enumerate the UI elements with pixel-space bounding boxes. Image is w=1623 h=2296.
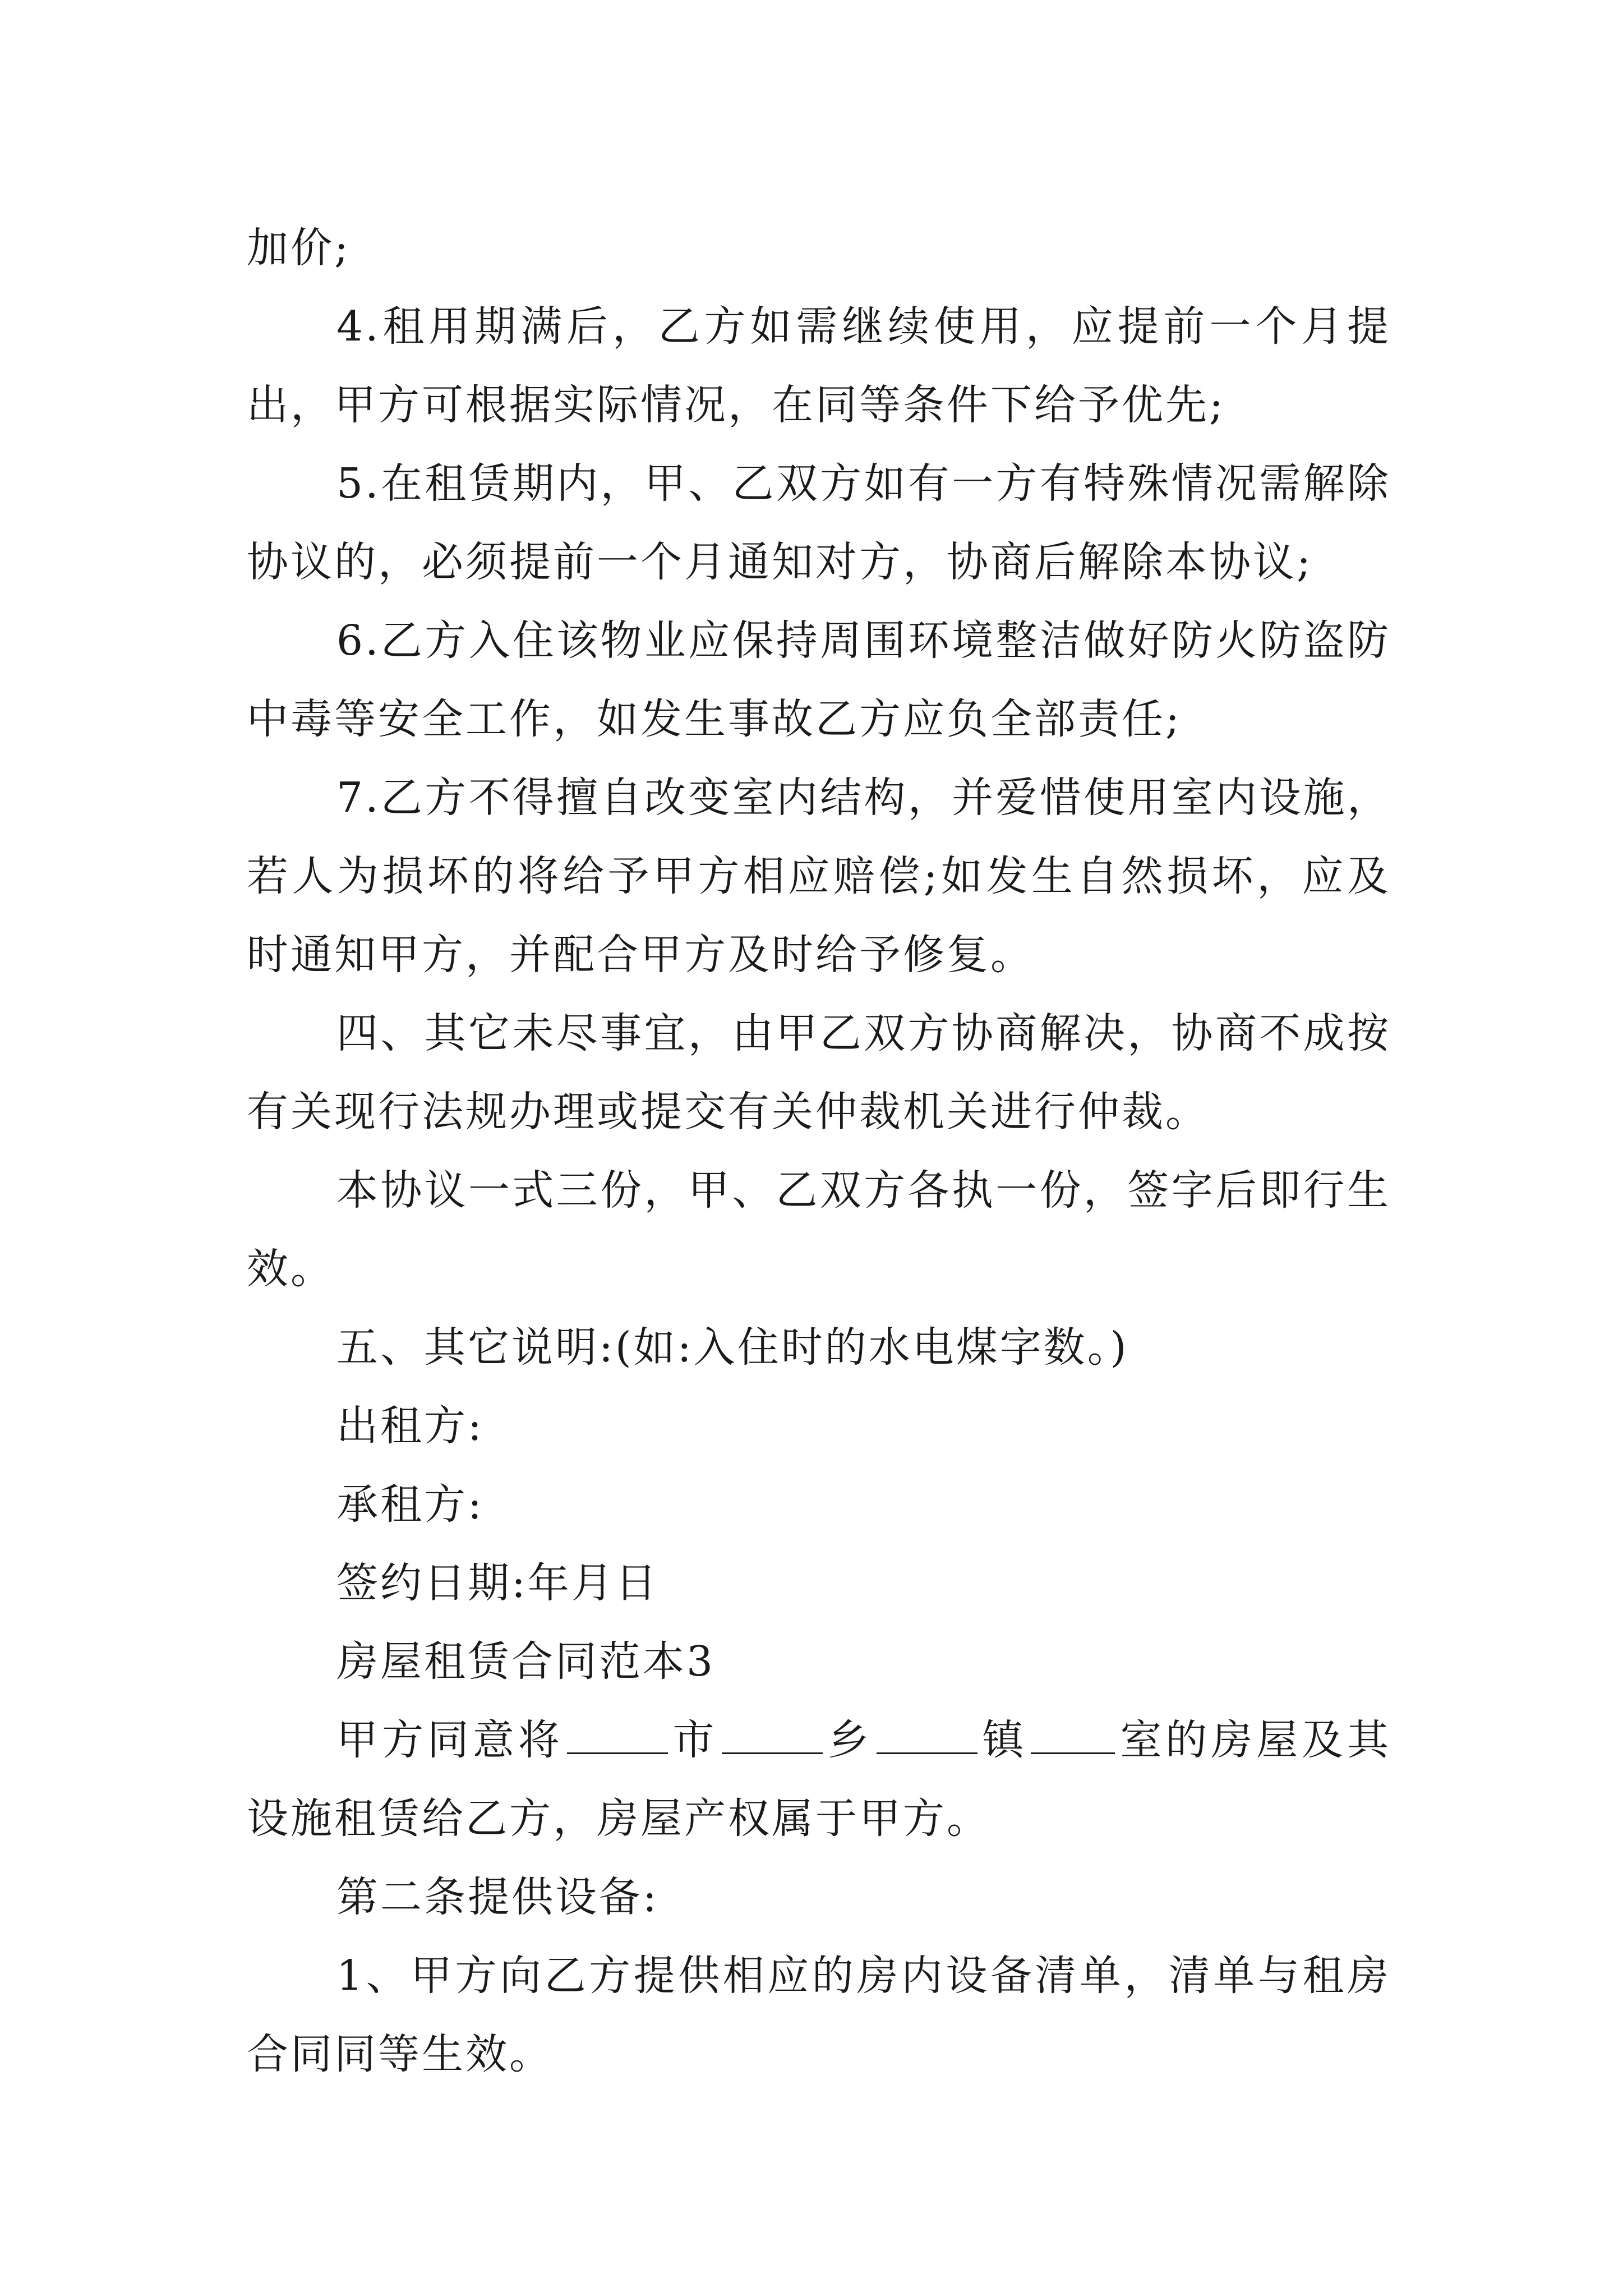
paragraph-property-location <box>247 1701 1391 1858</box>
location-text-4: 镇 <box>980 1716 1028 1764</box>
paragraph-copies: 本协议一式三份，甲、乙双方各执一份，签字后即行生效。 <box>247 1166 1391 1293</box>
paragraph-clause-5: 5.在租赁期内，甲、乙双方如有一方有特殊情况需解除协议的，必须提前一个月通知对方，协商后解除本协议; <box>247 459 1391 586</box>
document-body <box>247 209 1391 2093</box>
paragraph-section-5: 五、其它说明:(如:入住时的水电煤字数。) <box>336 1323 1129 1372</box>
lessee-label: 承租方: <box>336 1480 484 1529</box>
location-text-2: 市 <box>671 1716 718 1764</box>
sign-date-label: 签约日期:年月日 <box>336 1559 659 1607</box>
paragraph-clause-4: 4.租用期满后，乙方如需继续使用，应提前一个月提出，甲方可根据实际情况，在同等条件下给予优先; <box>247 302 1391 429</box>
paragraph-equipment-list: 1、甲方向乙方提供相应的房内设备清单，清单与租房合同同等生效。 <box>247 1952 1391 2078</box>
room-blank <box>1031 1713 1115 1754</box>
paragraph-section-4: 四、其它未尽事宜，由甲乙双方协商解决，协商不成按有关现行法规办理或提交有关仲裁机关进行仲裁。 <box>247 1009 1391 1136</box>
city-blank <box>567 1713 668 1754</box>
location-text-1: 甲方同意将 <box>336 1716 564 1764</box>
paragraph-price: 加价; <box>247 224 351 272</box>
town-blank <box>877 1713 978 1754</box>
township-blank <box>722 1713 823 1754</box>
location-text-3: 乡 <box>826 1716 873 1764</box>
template-heading: 房屋租赁合同范本3 <box>336 1637 716 1686</box>
location-text-5: 室的房屋及其设施租赁给乙方，房屋产权属于甲方。 <box>247 1716 1391 1843</box>
paragraph-clause-7: 7.乙方不得擅自改变室内结构，并爱惜使用室内设施，若人为损坏的将给予甲方相应赔偿;如发生自然损坏，应及时通知甲方，并配合甲方及时给予修复。 <box>247 774 1391 979</box>
lessor-label: 出租方: <box>336 1402 484 1450</box>
paragraph-article-2: 第二条提供设备: <box>336 1873 659 1921</box>
paragraph-clause-6: 6.乙方入住该物业应保持周围环境整洁做好防火防盗防中毒等安全工作，如发生事故乙方应负全部责任; <box>247 616 1391 743</box>
